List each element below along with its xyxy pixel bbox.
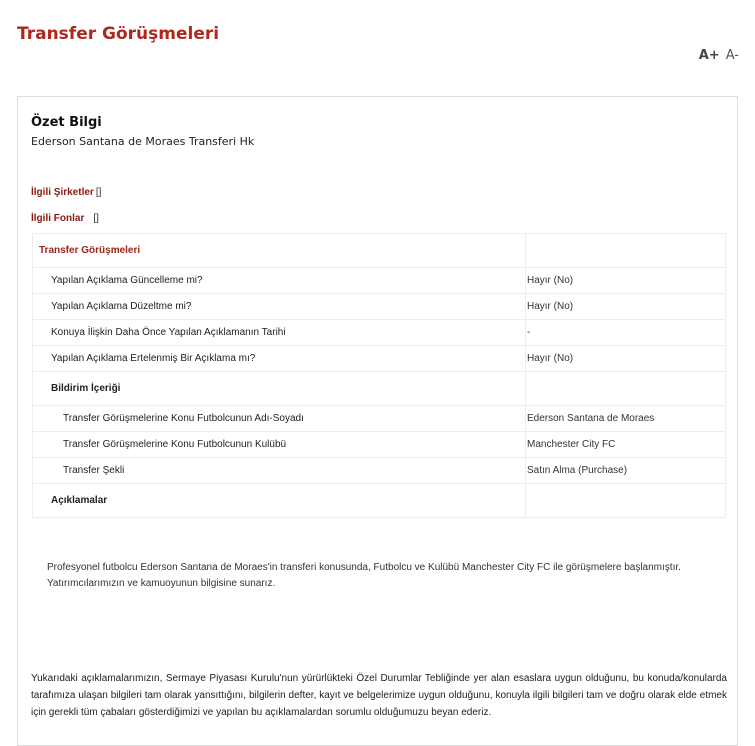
row-value: Hayır (No) xyxy=(526,346,726,372)
row-value: Satın Alma (Purchase) xyxy=(526,458,726,484)
table-section-row xyxy=(33,372,726,406)
row-value: Hayır (No) xyxy=(526,294,726,320)
font-decrease-button[interactable]: A- xyxy=(725,48,739,63)
row-value: - xyxy=(526,320,726,346)
disclaimer-text: Yukarıdaki açıklamalarımızın, Sermaye Piyasası Kurulu'nun yürürlükteki Özel Durumlar Tebliğinde yer alan esaslara uygun olduğunu, bu konuda/konularda tarafımıza ulaşan bilgileri tam olarak yansıttığını, bilgilerin defter, kayıt ve belgelerimize uygun olduğunu, konuyla ilgili bilgileri tam ve doğru olarak elde etmek için gerekli tüm çabaları gösterdiğimizi ve yapılan bu açıklamalardan sorumlu olduğumuzu beyan ederiz. xyxy=(31,673,727,718)
table-section-row xyxy=(33,234,726,268)
section-empty-cell xyxy=(526,234,726,268)
related-companies-label: İlgili Şirketler xyxy=(31,187,94,198)
description-text: Profesyonel futbolcu Ederson Santana de Moraes'in transferi konusunda, Futbolcu ve Kulübü Manchester City FC ile görüşmelere başlanmıştır. Yatırımcılarımızın ve kamuoyunun bilgisine sunarız. xyxy=(47,562,681,589)
section-title-transfer: Transfer Görüşmeleri xyxy=(33,234,526,268)
section-title-content: Bildirim İçeriği xyxy=(33,372,526,406)
disclosure-card xyxy=(17,96,738,746)
font-size-controls xyxy=(699,48,739,63)
section-title-notes: Açıklamalar xyxy=(33,484,526,518)
table-section-row xyxy=(33,484,726,518)
row-label: Konuya İlişkin Daha Önce Yapılan Açıklamanın Tarihi xyxy=(33,320,526,346)
row-label: Yapılan Açıklama Güncelleme mi? xyxy=(33,268,526,294)
row-value: Ederson Santana de Moraes xyxy=(526,406,726,432)
page-title: Transfer Görüşmeleri xyxy=(17,24,220,44)
table-row xyxy=(33,432,726,458)
row-label: Yapılan Açıklama Düzeltme mi? xyxy=(33,294,526,320)
related-funds-toggle[interactable]: [] xyxy=(93,213,99,224)
table-row xyxy=(33,320,726,346)
table-row xyxy=(33,458,726,484)
section-empty-cell xyxy=(526,484,726,518)
row-label: Yapılan Açıklama Ertelenmiş Bir Açıklama mı? xyxy=(33,346,526,372)
related-companies xyxy=(31,187,101,198)
summary-subtitle: Ederson Santana de Moraes Transferi Hk xyxy=(31,135,255,148)
summary-heading: Özet Bilgi xyxy=(31,115,102,130)
related-funds-label: İlgili Fonlar xyxy=(31,213,85,224)
table-row xyxy=(33,294,726,320)
font-increase-button[interactable]: A+ xyxy=(698,48,720,63)
related-companies-toggle[interactable]: [] xyxy=(95,187,102,198)
section-empty-cell xyxy=(526,372,726,406)
row-label: Transfer Görüşmelerine Konu Futbolcunun Kulübü xyxy=(33,432,526,458)
table-row xyxy=(33,268,726,294)
row-value: Manchester City FC xyxy=(526,432,726,458)
row-label: Transfer Görüşmelerine Konu Futbolcunun Adı-Soyadı xyxy=(33,406,526,432)
related-funds xyxy=(31,213,99,224)
table-row xyxy=(33,346,726,372)
table-row xyxy=(33,406,726,432)
row-label: Transfer Şekli xyxy=(33,458,526,484)
row-value: Hayır (No) xyxy=(526,268,726,294)
details-table xyxy=(32,233,726,518)
